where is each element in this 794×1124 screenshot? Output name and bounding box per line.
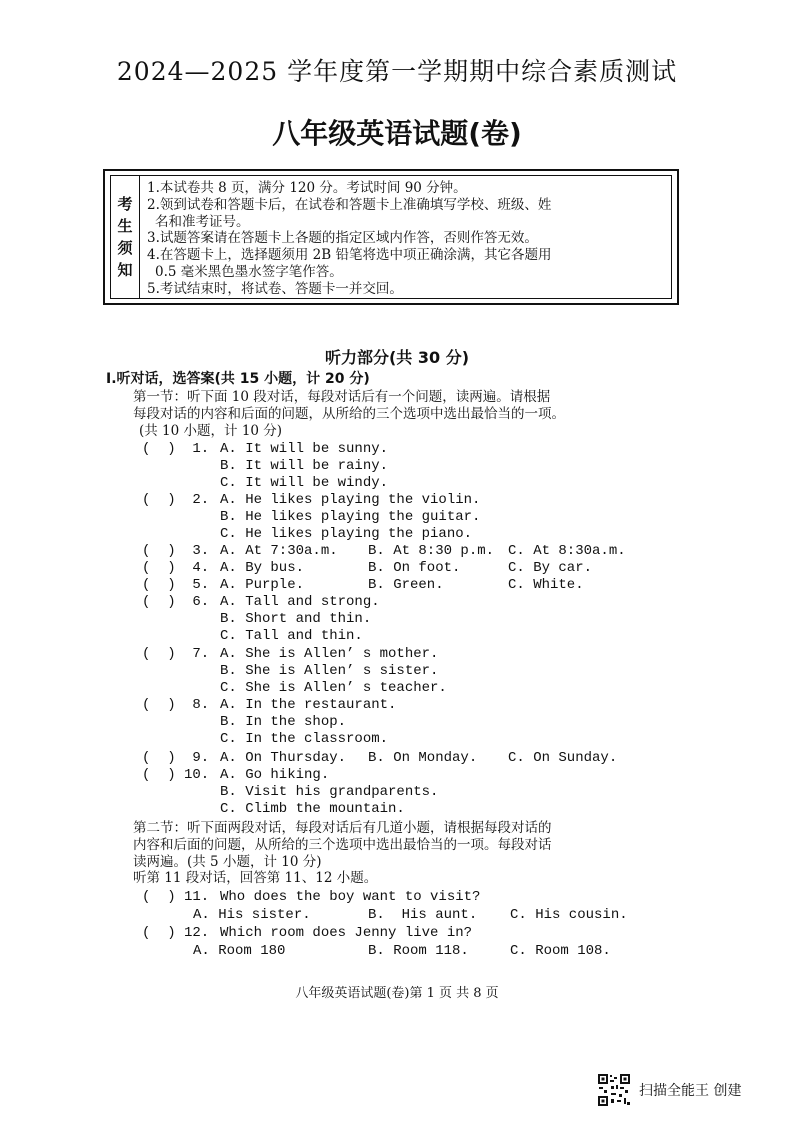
notice-label-char: 考 (117, 195, 133, 213)
listening-heading: 听力部分(共 30 分) (324, 348, 470, 367)
option-c: C. She is Allen’ s teacher. (220, 680, 447, 696)
notice-item: 3.试题答案请在答题卡上各题的指定区域内作答，否则作答无效。 (147, 230, 538, 247)
option-b: B. Room 118. (368, 943, 469, 959)
question-number: ( ) 3. (142, 543, 210, 559)
question-number: ( ) 11. (142, 889, 210, 905)
notice-label (111, 176, 140, 298)
option-b: B. Green. (368, 577, 444, 593)
exam-subtitle: 八年级英语试题(卷) (272, 117, 522, 150)
notice-label-char: 须 (117, 239, 133, 257)
instruction-line: 每段对话的内容和后面的问题，从所给的三个选项中选出最恰当的一项。 (133, 405, 565, 422)
option-c: C. His cousin. (510, 907, 628, 923)
option-c: C. By car. (508, 560, 593, 576)
notice-item: 5.考试结束时，将试卷、答题卡一并交回。 (147, 280, 403, 297)
option-a: A. His sister. (193, 907, 311, 923)
instruction-line: 第二节：听下面两段对话，每段对话后有几道小题，请根据每段对话的 (133, 820, 552, 836)
option-b: B. His aunt. (368, 907, 478, 923)
notice-item: 2.领到试卷和答题卡后，在试卷和答题卡上准确填写学校、班级、姓 (147, 196, 552, 213)
question-number: ( ) 1. (142, 441, 210, 457)
question-number: ( ) 10. (142, 767, 210, 783)
option-a: A. It will be sunny. (220, 441, 389, 457)
notice-item: 4.在答题卡上，选择题须用 2B 铅笔将选中项正确涂满，其它各题用 (147, 247, 552, 264)
instruction-line: (共 10 小题，计 10 分) (139, 422, 283, 439)
option-c: C. Room 108. (510, 943, 611, 959)
instruction-line: 读两遍。(共 5 小题，计 10 分) (133, 853, 322, 870)
question-number: ( ) 6. (142, 594, 210, 610)
option-c: C. Climb the mountain. (220, 801, 405, 817)
option-a: A. Room 180 (193, 943, 286, 959)
option-a: A. At 7:30a.m. (220, 543, 338, 559)
instruction-line: 第一节：听下面 10 段对话，每段对话后有一个问题，读两遍。请根据 (133, 389, 551, 405)
scanner-label: 扫描全能王 创建 (639, 1083, 742, 1099)
question-number: ( ) 5. (142, 577, 210, 593)
notice-item: 1.本试卷共 8 页，满分 120 分。考试时间 90 分钟。 (147, 180, 467, 196)
option-b: B. It will be rainy. (220, 458, 389, 474)
notice-inner (110, 175, 672, 299)
part-one-title: Ⅰ.听对话，选答案(共 15 小题，计 20 分) (106, 371, 370, 387)
scanner-watermark (597, 1073, 741, 1107)
question-number: ( ) 9. (142, 750, 210, 766)
option-c: C. White. (508, 577, 584, 593)
section-two-instructions (133, 820, 693, 887)
option-b: B. On foot. (368, 560, 461, 576)
notice-label-char: 知 (117, 261, 133, 279)
section-one-instructions (133, 389, 693, 439)
option-a: A. Purple. (220, 577, 305, 593)
question-number: ( ) 7. (142, 646, 210, 662)
notice-items (147, 180, 667, 298)
option-a: A. By bus. (220, 560, 305, 576)
option-a: A. In the restaurant. (220, 697, 397, 713)
question-number: ( ) 2. (142, 492, 210, 508)
option-a: A. Go hiking. (220, 767, 330, 783)
page-footer: 八年级英语试题(卷)第 1 页 共 8 页 (295, 986, 499, 1001)
question-number: ( ) 12. (142, 925, 210, 941)
instruction-line: 听第 11 段对话，回答第 11、12 小题。 (133, 870, 378, 887)
notice-label-char: 生 (117, 217, 133, 235)
option-a: A. Tall and strong. (220, 594, 380, 610)
exam-title: 2024—2025 学年度第一学期期中综合素质测试 (116, 57, 678, 86)
instruction-line: 内容和后面的问题，从所给的三个选项中选出最恰当的一项。每段对话 (133, 836, 552, 853)
option-c: C. Tall and thin. (220, 628, 363, 644)
notice-item: 0.5 毫米黑色墨水签字笔作答。 (155, 263, 343, 280)
option-c: C. In the classroom. (220, 731, 389, 747)
option-b: B. He likes playing the guitar. (220, 509, 481, 525)
option-a: A. He likes playing the violin. (220, 492, 481, 508)
option-c: C. On Sunday. (508, 750, 618, 766)
qr-code-icon (597, 1073, 631, 1107)
option-b: B. Short and thin. (220, 611, 372, 627)
option-c: C. At 8:30a.m. (508, 543, 626, 559)
option-a: A. On Thursday. (220, 750, 347, 766)
option-b: B. In the shop. (220, 714, 347, 730)
question-stem: Which room does Jenny live in? (220, 925, 473, 941)
option-b: B. Visit his grandparents. (220, 784, 439, 800)
option-a: A. She is Allen’ s mother. (220, 646, 439, 662)
option-c: C. It will be windy. (220, 475, 389, 491)
option-b: B. At 8:30 p.m. (368, 543, 495, 559)
notice-box (103, 169, 679, 305)
option-b: B. She is Allen’ s sister. (220, 663, 439, 679)
option-b: B. On Monday. (368, 750, 478, 766)
question-stem: Who does the boy want to visit? (220, 889, 481, 905)
option-c: C. He likes playing the piano. (220, 526, 473, 542)
notice-item: 名和准考证号。 (155, 213, 250, 230)
question-number: ( ) 8. (142, 697, 210, 713)
question-number: ( ) 4. (142, 560, 210, 576)
